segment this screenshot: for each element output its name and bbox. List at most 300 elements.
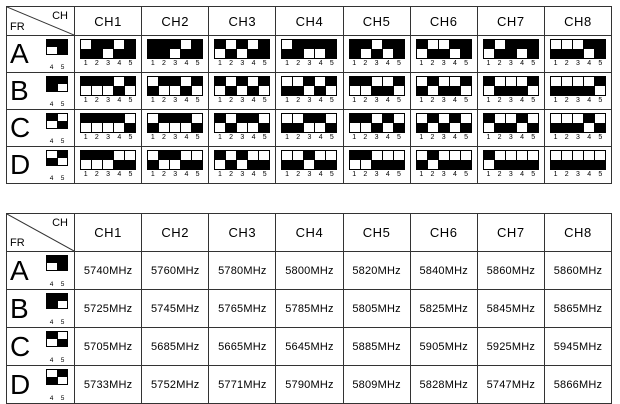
dip-switch-numbers xyxy=(80,171,136,179)
dip-switch-half xyxy=(517,114,527,123)
dip-table-row xyxy=(7,36,612,73)
dip-switch-half xyxy=(517,86,527,95)
dip-switch-number: 5 xyxy=(464,60,469,67)
dip-switch-half xyxy=(428,123,438,132)
dip-switch-half xyxy=(92,40,102,49)
dip-switch-lever xyxy=(382,40,393,58)
dip-switch-lever xyxy=(124,114,135,132)
dip-switch xyxy=(416,150,472,179)
dip-switch-half xyxy=(192,40,202,49)
frequency-cell: 5752MHz xyxy=(142,366,209,404)
dip-switch-half xyxy=(417,151,427,160)
dip-switch-half xyxy=(170,151,180,160)
dip-switch-lever xyxy=(124,77,135,95)
dip-switch-lever xyxy=(417,77,427,95)
dip-switch-half xyxy=(394,160,404,169)
freq-channel-header: CH8 xyxy=(544,214,611,252)
dip-switch-lever xyxy=(438,77,449,95)
mini-switch-number: 5 xyxy=(60,64,65,71)
dip-switch-cell xyxy=(544,36,611,73)
dip-switch-bars xyxy=(80,39,136,59)
dip-switch-number: 1 xyxy=(553,97,558,104)
dip-switch-lever xyxy=(236,40,247,58)
dip-switch-half xyxy=(237,40,247,49)
dip-switch-lever xyxy=(438,151,449,169)
dip-switch-half xyxy=(372,160,382,169)
mini-switch-segment xyxy=(47,114,57,128)
dip-switch-half xyxy=(315,86,325,95)
dip-switch-half xyxy=(192,123,202,132)
dip-switch-bars xyxy=(483,150,539,170)
dip-switch-half xyxy=(114,49,124,58)
dip-switch-lever xyxy=(460,40,471,58)
dip-switch-half xyxy=(192,160,202,169)
frequency-cell: 5828MHz xyxy=(410,366,477,404)
mini-switch-half xyxy=(47,332,57,339)
dip-switch-lever xyxy=(325,114,336,132)
dip-switch-number: 4 xyxy=(318,60,323,67)
dip-switch xyxy=(214,39,270,68)
dip-switch xyxy=(550,76,606,105)
freq-channel-header: CH5 xyxy=(343,214,410,252)
dip-switch-bars xyxy=(214,150,270,170)
dip-switch-number: 4 xyxy=(452,171,457,178)
dip-switch-number: 1 xyxy=(285,171,289,178)
dip-switch-half xyxy=(517,160,527,169)
frequency-cell: 5785MHz xyxy=(276,290,343,328)
dip-switch-half xyxy=(506,151,516,160)
dip-switch-half xyxy=(259,123,269,132)
frequency-cell: 5725MHz xyxy=(75,290,142,328)
dip-switch-lever xyxy=(158,40,169,58)
dip-switch-lever xyxy=(572,77,583,95)
dip-switch-number: 2 xyxy=(430,134,435,141)
dip-switch-half xyxy=(326,151,336,160)
dip-switch-half xyxy=(326,123,336,132)
dip-switch-half xyxy=(159,49,169,58)
dip-switch-half xyxy=(573,123,583,132)
dip-switch-number: 2 xyxy=(363,97,368,104)
band-mini-switch xyxy=(46,255,68,271)
dip-switch-half xyxy=(282,49,292,58)
dip-switch-half xyxy=(573,49,583,58)
dip-switch-number: 2 xyxy=(497,97,502,104)
dip-switch-lever xyxy=(360,40,371,58)
dip-switch-half xyxy=(595,49,605,58)
dip-switch-half xyxy=(428,77,438,86)
frequency-cell: 5740MHz xyxy=(75,252,142,290)
dip-switch-cell xyxy=(142,36,209,73)
dip-switch-lever xyxy=(215,114,225,132)
dip-switch-lever xyxy=(527,77,538,95)
dip-switch-lever xyxy=(393,151,404,169)
dip-switch-half xyxy=(461,49,471,58)
dip-switch-lever xyxy=(484,40,494,58)
dip-switch-half xyxy=(81,160,91,169)
dip-switch-half xyxy=(125,160,135,169)
mini-switch-half xyxy=(58,263,67,270)
dip-switch-bars xyxy=(80,76,136,96)
dip-switch-half xyxy=(181,40,191,49)
dip-switch xyxy=(80,76,136,105)
dip-switch-lever xyxy=(350,40,360,58)
dip-switch-number: 4 xyxy=(587,134,592,141)
dip-switch-half xyxy=(361,123,371,132)
dip-switch-number: 5 xyxy=(195,97,200,104)
dip-switch-lever xyxy=(594,40,605,58)
dip-switch-cell xyxy=(75,147,142,184)
frequency-cell: 5790MHz xyxy=(276,366,343,404)
dip-switch-half xyxy=(148,114,158,123)
dip-switch-half xyxy=(237,77,247,86)
dip-switch-lever xyxy=(417,40,427,58)
dip-switch-number: 5 xyxy=(262,171,267,178)
dip-switch-lever xyxy=(282,114,292,132)
dip-switch-lever xyxy=(124,151,135,169)
band-letter: D xyxy=(10,368,31,400)
dip-switch-number: 3 xyxy=(441,134,446,141)
dip-switch-half xyxy=(484,40,494,49)
dip-switch-half xyxy=(584,123,594,132)
dip-switch-half xyxy=(350,123,360,132)
dip-switch-number: 1 xyxy=(150,134,155,141)
mini-switch-half xyxy=(47,47,57,54)
dip-switch-number: 4 xyxy=(184,171,189,178)
dip-switch-number: 3 xyxy=(575,97,580,104)
dip-switch-half xyxy=(528,160,538,169)
dip-switch-lever xyxy=(449,151,460,169)
dip-switch-half xyxy=(562,123,572,132)
dip-switch-half xyxy=(439,77,449,86)
mini-switch-number: 5 xyxy=(60,357,65,364)
dip-switch-bars xyxy=(483,76,539,96)
dip-switch-half xyxy=(226,40,236,49)
mini-switch-numbers xyxy=(46,319,68,326)
dip-switch-number: 4 xyxy=(587,171,592,178)
dip-switch-half xyxy=(439,123,449,132)
dip-switch-cell xyxy=(410,110,477,147)
dip-switch-number: 1 xyxy=(217,171,222,178)
dip-switch-half xyxy=(148,49,158,58)
dip-switch-half xyxy=(372,151,382,160)
dip-switch-numbers xyxy=(147,97,203,105)
dip-switch xyxy=(550,150,606,179)
dip-switch-number: 2 xyxy=(564,171,569,178)
dip-switch xyxy=(281,113,337,142)
dip-switch-half xyxy=(326,114,336,123)
dip-switch-cell xyxy=(142,147,209,184)
dip-switch-half xyxy=(170,114,180,123)
dip-switch-half xyxy=(92,123,102,132)
dip-switch-bars xyxy=(147,113,203,133)
mini-switch-number: 4 xyxy=(49,175,54,182)
dip-switch-half xyxy=(495,49,505,58)
dip-switch-lever xyxy=(360,77,371,95)
dip-switch-half xyxy=(562,49,572,58)
dip-switch-half xyxy=(484,114,494,123)
dip-switch-number: 4 xyxy=(452,97,457,104)
mini-switch-number: 5 xyxy=(60,319,65,326)
dip-switch-number: 3 xyxy=(441,171,446,178)
dip-switch-half xyxy=(326,49,336,58)
mini-switch-segment xyxy=(47,151,57,165)
dip-switch-half xyxy=(259,86,269,95)
dip-switch-half xyxy=(573,77,583,86)
mini-switch-half xyxy=(58,294,67,301)
dip-switch-half xyxy=(148,123,158,132)
dip-switch-lever xyxy=(236,77,247,95)
dip-switch-bars xyxy=(416,76,472,96)
dip-switch-lever xyxy=(438,40,449,58)
dip-switch-half xyxy=(81,77,91,86)
mini-switch-numbers xyxy=(46,64,68,71)
dip-switch-number: 5 xyxy=(128,134,133,141)
dip-switch-half xyxy=(372,86,382,95)
frequency-cell: 5805MHz xyxy=(343,290,410,328)
dip-switch-lever xyxy=(81,40,91,58)
dip-switch-half xyxy=(114,151,124,160)
dip-switch xyxy=(349,76,405,105)
frequency-cell: 5760MHz xyxy=(142,252,209,290)
mini-switch-half xyxy=(47,339,57,346)
dip-switch-number: 3 xyxy=(575,134,580,141)
dip-switch-half xyxy=(450,160,460,169)
dip-switch-lever xyxy=(527,40,538,58)
dip-table-row xyxy=(7,147,612,184)
dip-switch-lever xyxy=(169,40,180,58)
dip-switch-lever xyxy=(350,114,360,132)
dip-switch-half xyxy=(125,77,135,86)
dip-switch-half xyxy=(170,160,180,169)
dip-switch-lever xyxy=(350,151,360,169)
dip-switch-lever xyxy=(314,151,325,169)
dip-switch-half xyxy=(315,114,325,123)
dip-switch-lever xyxy=(551,40,561,58)
freq-channel-header: CH1 xyxy=(75,214,142,252)
dip-switch-half xyxy=(495,160,505,169)
dip-switch-number: 5 xyxy=(464,97,469,104)
dip-switch-number: 2 xyxy=(363,134,368,141)
dip-switch-number: 4 xyxy=(251,134,256,141)
dip-switch-lever xyxy=(169,151,180,169)
dip-switch-lever xyxy=(236,114,247,132)
dip-switch xyxy=(349,39,405,68)
mini-switch-segment xyxy=(47,77,57,91)
dip-switch-half xyxy=(148,77,158,86)
dip-switch-half xyxy=(372,114,382,123)
mini-switch-half xyxy=(58,256,67,263)
mini-switch-half xyxy=(47,158,57,165)
dip-switch-half xyxy=(584,49,594,58)
dip-switch-cell xyxy=(75,73,142,110)
band-label-cell xyxy=(7,147,75,184)
mini-switch-half xyxy=(58,40,67,47)
dip-switch-number: 4 xyxy=(318,97,323,104)
dip-switch-half xyxy=(484,86,494,95)
dip-switch-half xyxy=(259,151,269,160)
dip-switch-half xyxy=(383,123,393,132)
dip-switch-half xyxy=(293,49,303,58)
dip-switch-half xyxy=(450,123,460,132)
dip-switch-half xyxy=(461,40,471,49)
dip-switch-half xyxy=(304,123,314,132)
dip-switch-lever xyxy=(393,77,404,95)
dip-switch-half xyxy=(439,114,449,123)
dip-switch-bars xyxy=(281,113,337,133)
dip-switch-lever xyxy=(527,114,538,132)
dip-switch-half xyxy=(326,86,336,95)
dip-switch-lever xyxy=(169,77,180,95)
dip-switch-cell xyxy=(343,73,410,110)
dip-switch-numbers xyxy=(281,171,337,179)
dip-switch-number: 3 xyxy=(508,171,513,178)
dip-switch-numbers xyxy=(147,171,203,179)
dip-switch-bars xyxy=(281,39,337,59)
frequency-cell: 5665MHz xyxy=(209,328,276,366)
mini-switch-segment xyxy=(47,370,57,384)
dip-switch-lever xyxy=(594,151,605,169)
dip-switch-lever xyxy=(236,151,247,169)
band-letter: D xyxy=(10,149,31,180)
dip-switch-half xyxy=(417,40,427,49)
dip-switch-half xyxy=(517,49,527,58)
dip-switch-number: 5 xyxy=(128,60,133,67)
dip-switch-number: 1 xyxy=(352,97,357,104)
dip-switch-lever xyxy=(505,151,516,169)
dip-switch-half xyxy=(573,160,583,169)
dip-switch-half xyxy=(528,151,538,160)
dip-switch-lever xyxy=(102,40,113,58)
dip-switch-half xyxy=(350,49,360,58)
fr-label: FR xyxy=(10,237,25,249)
dip-switch-number: 1 xyxy=(217,97,222,104)
dip-switch-number: 4 xyxy=(385,97,390,104)
dip-switch-half xyxy=(170,40,180,49)
dip-switch-numbers xyxy=(483,171,539,179)
mini-switch-numbers xyxy=(46,281,68,288)
dip-switch-lever xyxy=(91,77,102,95)
dip-switch-number: 4 xyxy=(318,134,323,141)
dip-switch xyxy=(147,39,203,68)
dip-switch-half xyxy=(372,123,382,132)
dip-switch-lever xyxy=(393,40,404,58)
dip-switch-number: 1 xyxy=(150,60,155,67)
dip-switch-number: 1 xyxy=(553,171,558,178)
dip-switch-half xyxy=(551,40,561,49)
dip-switch-bars xyxy=(550,150,606,170)
band-label-cell xyxy=(7,290,75,328)
dip-switch-half xyxy=(259,49,269,58)
dip-switch-number: 4 xyxy=(117,60,122,67)
dip-switch-number: 1 xyxy=(83,97,88,104)
dip-switch-number: 5 xyxy=(598,134,603,141)
dip-switch-number: 5 xyxy=(531,134,536,141)
dip-channel-header: CH7 xyxy=(477,7,544,36)
dip-switch-lever xyxy=(292,77,303,95)
dip-switch-half xyxy=(215,40,225,49)
dip-switch-half xyxy=(237,114,247,123)
dip-switch-number: 1 xyxy=(150,171,155,178)
dip-switch-half xyxy=(226,77,236,86)
dip-switch-number: 4 xyxy=(452,60,457,67)
dip-switch-numbers xyxy=(349,60,405,68)
dip-switch-number: 2 xyxy=(94,134,99,141)
dip-switch-half xyxy=(417,86,427,95)
mini-switch-number: 5 xyxy=(60,395,65,402)
dip-switch-number: 2 xyxy=(162,134,166,141)
dip-switch-half xyxy=(450,77,460,86)
dip-switch-half xyxy=(114,40,124,49)
dip-switch-half xyxy=(103,123,113,132)
dip-switch-lever xyxy=(148,151,158,169)
dip-switch-lever xyxy=(314,40,325,58)
dip-switch-lever xyxy=(102,151,113,169)
freq-table-row xyxy=(7,252,612,290)
dip-switch-number: 5 xyxy=(262,60,267,67)
dip-switch-lever xyxy=(427,77,438,95)
dip-switch xyxy=(349,113,405,142)
dip-switch-lever xyxy=(258,151,269,169)
dip-switch-half xyxy=(215,86,225,95)
dip-switch xyxy=(483,76,539,105)
dip-switch-half xyxy=(248,49,258,58)
dip-switch-half xyxy=(595,160,605,169)
dip-switch-half xyxy=(282,40,292,49)
dip-switch-lever xyxy=(282,40,292,58)
dip-switch-bars xyxy=(80,113,136,133)
dip-switch-cell xyxy=(477,36,544,73)
mini-switch-half xyxy=(58,151,67,158)
dip-switch-lever xyxy=(505,114,516,132)
dip-switch-lever xyxy=(551,151,561,169)
dip-switch-number: 1 xyxy=(486,97,491,104)
dip-switch-lever xyxy=(225,40,236,58)
dip-switch-half xyxy=(584,40,594,49)
dip-switch-lever xyxy=(484,114,494,132)
mini-switch-segment xyxy=(57,256,67,270)
mini-switch-half xyxy=(47,377,57,384)
dip-switch-lever xyxy=(449,114,460,132)
dip-switch-number: 5 xyxy=(329,60,334,67)
dip-switch-half xyxy=(293,160,303,169)
dip-switch-lever xyxy=(527,151,538,169)
dip-switch-lever xyxy=(113,40,124,58)
dip-switch-half xyxy=(125,151,135,160)
dip-switch-half xyxy=(92,151,102,160)
dip-switch-half xyxy=(125,49,135,58)
dip-switch-number: 1 xyxy=(419,134,424,141)
dip-switch-half xyxy=(103,40,113,49)
dip-switch-half xyxy=(81,40,91,49)
dip-switch-number: 2 xyxy=(430,171,435,178)
dip-switch-half xyxy=(226,114,236,123)
dip-switch-half xyxy=(293,114,303,123)
dip-switch-numbers xyxy=(281,97,337,105)
dip-switch-bars xyxy=(147,39,203,59)
dip-switch-lever xyxy=(91,40,102,58)
dip-switch-bars xyxy=(483,113,539,133)
dip-switch-half xyxy=(92,77,102,86)
frequency-cell: 5645MHz xyxy=(276,328,343,366)
dip-switch-half xyxy=(315,160,325,169)
dip-switch-cell xyxy=(477,147,544,184)
dip-switch-lever xyxy=(148,114,158,132)
dip-switch-half xyxy=(562,160,572,169)
dip-switch-half xyxy=(81,86,91,95)
dip-switch-cell xyxy=(544,147,611,184)
dip-switch-half xyxy=(450,40,460,49)
dip-switch-half xyxy=(394,123,404,132)
